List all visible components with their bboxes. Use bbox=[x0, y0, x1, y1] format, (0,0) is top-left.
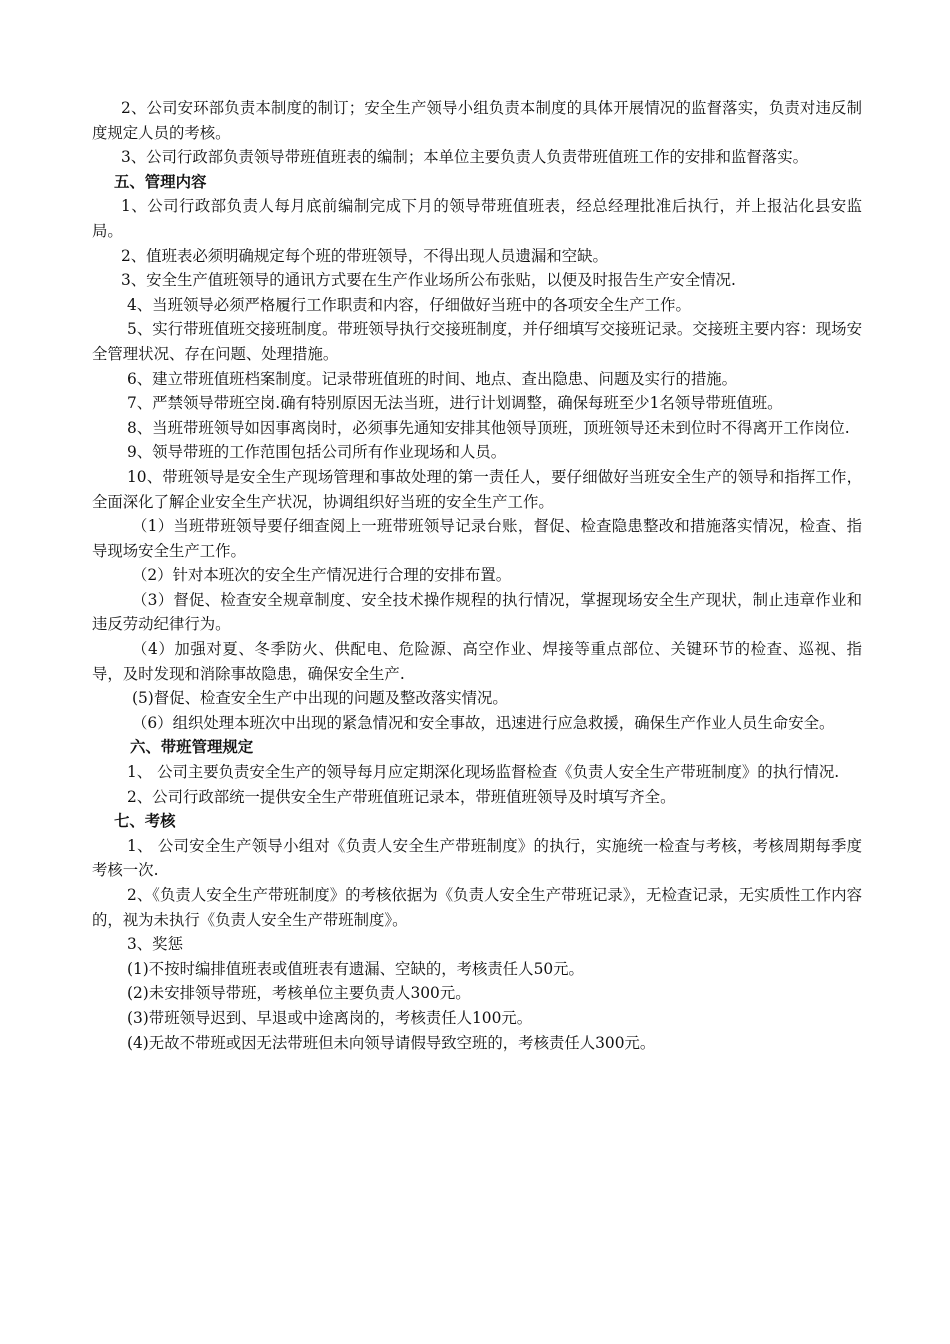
paragraph-assessment-3: 3、奖惩 bbox=[127, 935, 183, 954]
paragraph-assessment-1: 1、 公司安全生产领导小组对《负责人安全生产带班制度》的执行，实施统一检查与考核，考核周期每季度考核一次. bbox=[92, 836, 862, 880]
penalty-item-4: (4)无故不带班或因无法带班但未向领导请假导致空班的，考核责任人300元。 bbox=[127, 1033, 656, 1052]
paragraph-rule-2: 2、公司行政部统一提供安全生产带班值班记录本，带班值班领导及时填写齐全。 bbox=[127, 787, 676, 806]
sub-item-6: （6）组织处理本班次中出现的紧急情况和安全事故，迅速进行应急救援，确保生产作业人员生命安全。 bbox=[132, 713, 835, 732]
section-heading-5: 五、管理内容 bbox=[114, 172, 207, 191]
paragraph-responsibility-3: 3、公司行政部负责领导带班值班表的编制；本单位主要负责人负责带班值班工作的安排和监督落实。 bbox=[121, 148, 808, 167]
paragraph-content-10: 10、带班领导是安全生产现场管理和事故处理的第一责任人，要仔细做好当班安全生产的领导和指挥工作，全面深化了解企业安全生产状况，协调组织好当班的安全生产工作。 bbox=[92, 467, 862, 511]
sub-item-3: （3）督促、检查安全规章制度、安全技术操作规程的执行情况，掌握现场安全生产现状，制止违章作业和违反劳动纪律行为。 bbox=[92, 590, 862, 634]
paragraph-rule-1: 1、 公司主要负责安全生产的领导每月应定期深化现场监督检查《负责人安全生产带班制度》的执行情况. bbox=[127, 763, 840, 782]
sub-item-2: （2）针对本班次的安全生产情况进行合理的安排布置。 bbox=[132, 566, 512, 585]
penalty-item-2: (2)未安排领导带班，考核单位主要负责人300元。 bbox=[127, 984, 471, 1003]
paragraph-content-7: 7、严禁领导带班空岗.确有特别原因无法当班，进行计划调整，确保每班至少1名领导带班值班。 bbox=[127, 394, 783, 413]
paragraph-content-2: 2、值班表必须明确规定每个班的带班领导，不得出现人员遗漏和空缺。 bbox=[121, 246, 608, 265]
document-page bbox=[92, 96, 862, 1055]
section-heading-7: 七、考核 bbox=[114, 812, 176, 831]
paragraph-content-9: 9、领导带班的工作范围包括公司所有作业现场和人员。 bbox=[127, 443, 507, 462]
penalty-item-3: (3)带班领导迟到、早退或中途离岗的，考核责任人100元。 bbox=[127, 1008, 533, 1027]
sub-item-4: （4）加强对夏、冬季防火、供配电、危险源、高空作业、焊接等重点部位、关键环节的检查、巡视、指导，及时发现和消除事故隐患，确保安全生产. bbox=[92, 640, 862, 683]
paragraph-content-5: 5、实行带班值班交接班制度。带班领导执行交接班制度，并仔细填写交接班记录。交接班主要内容：现场安全管理状况、存在问题、处理措施。 bbox=[92, 320, 862, 363]
paragraph-content-6: 6、建立带班值班档案制度。记录带班值班的时间、地点、查出隐患、问题及实行的措施。 bbox=[127, 369, 738, 388]
sub-item-5: (5)督促、检查安全生产中出现的问题及整改落实情况。 bbox=[132, 689, 508, 708]
paragraph-content-8: 8、当班带班领导如因事离岗时，必须事先通知安排其他领导顶班，顶班领导还未到位时不得离开工作岗位. bbox=[127, 418, 850, 437]
paragraph-content-1: 1、公司行政部负责人每月底前编制完成下月的领导带班值班表，经总经理批准后执行，并上报沾化县安监局。 bbox=[92, 197, 862, 240]
paragraph-responsibility-2: 2、公司安环部负责本制度的制订；安全生产领导小组负责本制度的具体开展情况的监督落实，负责对违反制度规定人员的考核。 bbox=[92, 99, 862, 142]
paragraph-content-3: 3、安全生产值班领导的通讯方式要在生产作业场所公布张贴，以便及时报告生产安全情况. bbox=[121, 271, 736, 290]
section-heading-6: 六、带班管理规定 bbox=[130, 738, 254, 757]
sub-item-1: （1）当班带班领导要仔细查阅上一班带班领导记录台账，督促、检查隐患整改和措施落实情况，检查、指导现场安全生产工作。 bbox=[92, 517, 862, 560]
penalty-item-1: (1)不按时编排值班表或值班表有遗漏、空缺的，考核责任人50元。 bbox=[127, 959, 584, 978]
paragraph-content-4: 4、当班领导必须严格履行工作职责和内容，仔细做好当班中的各项安全生产工作。 bbox=[127, 295, 691, 314]
paragraph-assessment-2: 2、《负责人安全生产带班制度》的考核依据为《负责人安全生产带班记录》，无检查记录，无实质性工作内容的，视为未执行《负责人安全生产带班制度》。 bbox=[92, 886, 862, 929]
